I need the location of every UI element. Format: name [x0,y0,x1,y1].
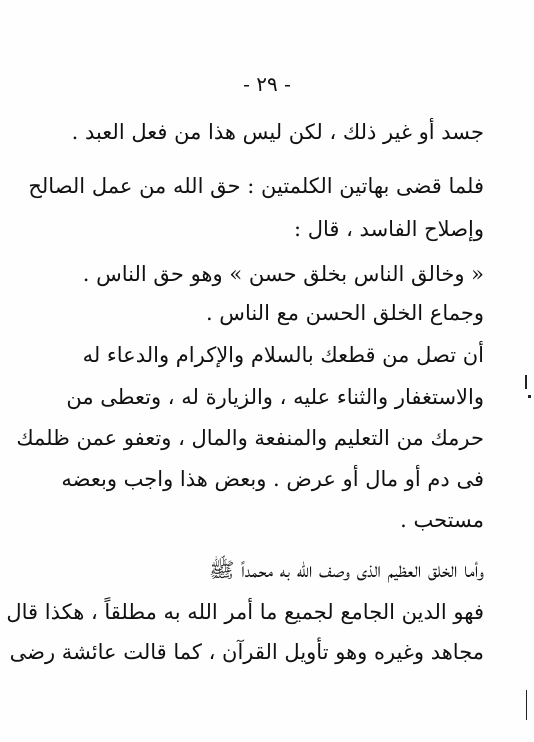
text-line: أن تصل من قطعك بالسلام والإكرام والدعاء له [82,343,484,367]
text-line: جسد أو غير ذلك ، لكن ليس هذا من فعل العبد . [71,120,484,144]
scan-edge-mark [526,690,527,720]
text-line: مجاهد وغيره وهو تأويل القرآن ، كما قالت عائشة رضى [9,640,484,664]
text-line: وإصلاح الفاسد ، قال : [293,217,484,241]
text-line: وجماع الخلق الحسن مع الناس . [205,301,484,325]
text-line: وأما الخلق العظيم الذى وصف الله به محمداً ﷺ [209,558,484,582]
text-line: فى دم أو مال أو عرض . وبعض هذا واجب وبعضه [61,467,484,491]
scan-edge-mark [525,375,527,389]
scan-edge-mark [528,395,531,398]
text-line: فهو الدين الجامع لجميع ما أمر الله به مطلقاً ، هكذا قال [6,600,484,624]
text-line: والاستغفار والثناء عليه ، والزيارة له ، وتعطى من [66,385,484,409]
body-text [6,0,484,742]
text-line: « وخالق الناس بخلق حسن » وهو حق الناس . [82,262,484,286]
text-line: فلما قضى بهاتين الكلمتين : حق الله من عمل الصالح [28,174,484,198]
text-line: حرمك من التعليم والمنفعة والمال ، وتعفو عمن ظلمك [16,426,484,450]
text-line: مستحب . [400,508,484,532]
page-number: - ٢٩ - [243,72,291,96]
